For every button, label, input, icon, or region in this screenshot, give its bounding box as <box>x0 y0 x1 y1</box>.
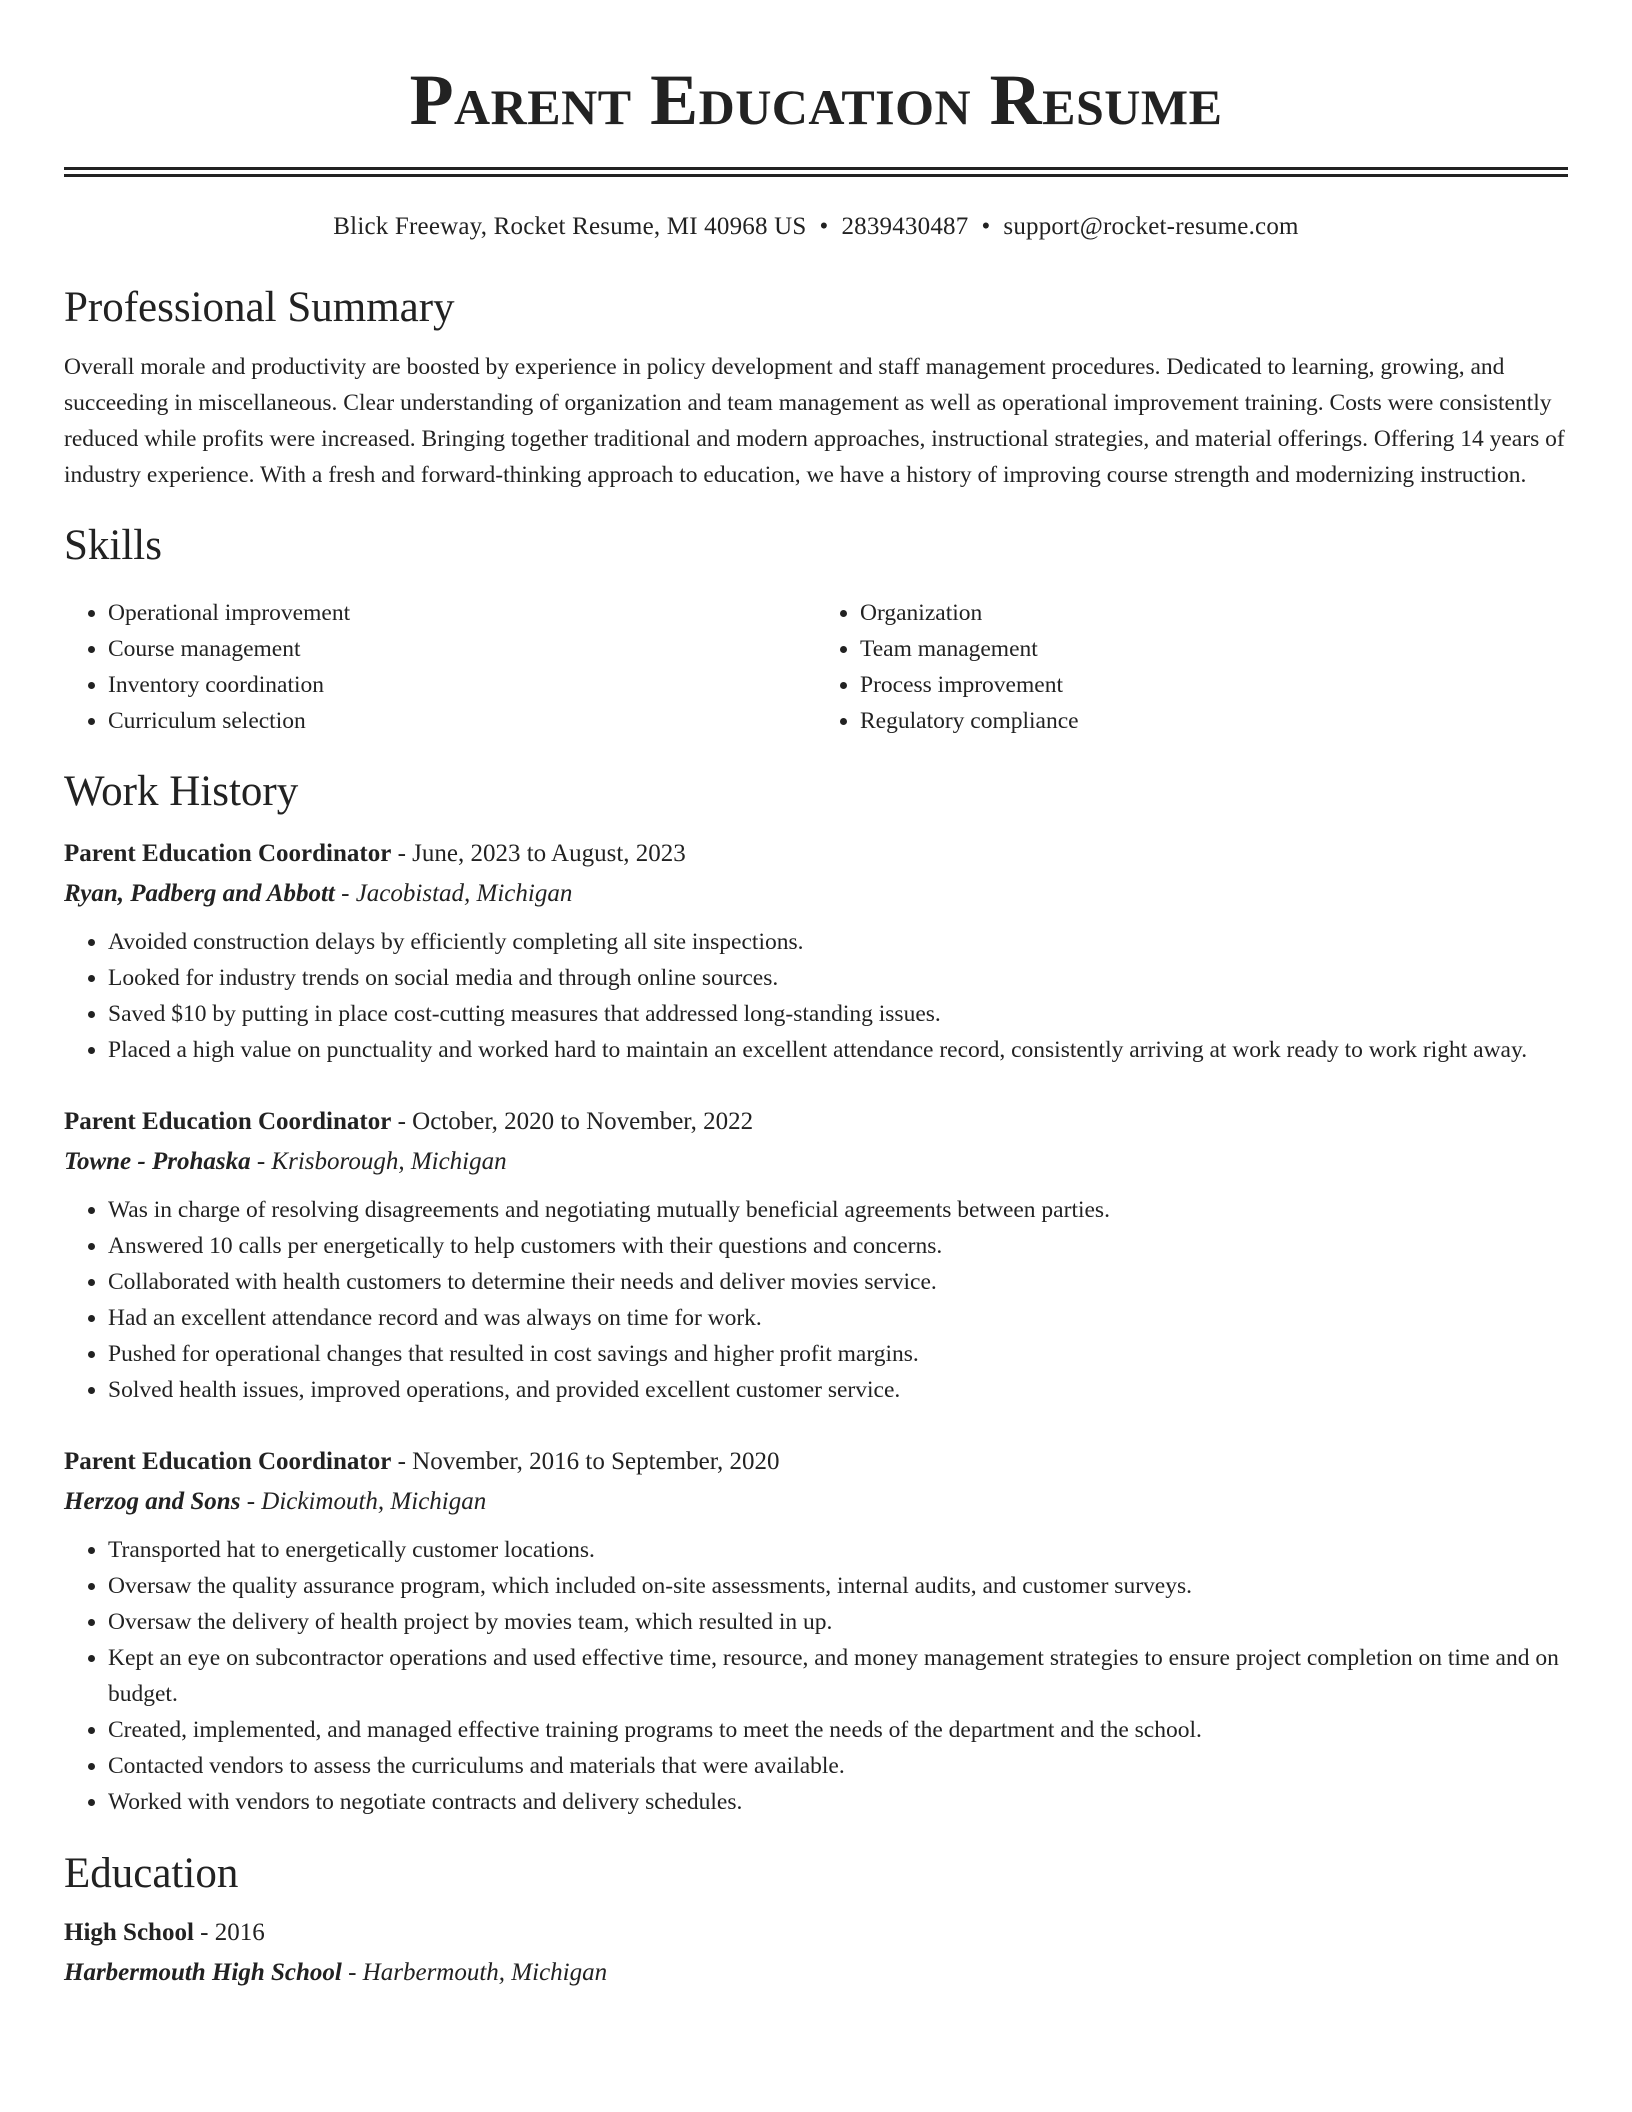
job-employer <box>64 1142 1568 1182</box>
job-entry <box>64 834 1568 1068</box>
work-history-heading: Work History <box>64 768 299 816</box>
skill-item: • Process improvement <box>860 667 1568 703</box>
job-bullet: • Created, implemented, and managed effective training programs to meet the needs of the department and the school. <box>108 1712 1568 1748</box>
job-bullet: • Saved $10 by putting in place cost-cutting measures that addressed long-standing issues. <box>108 996 1568 1032</box>
education-year: - 2016 <box>193 1919 265 1947</box>
summary-text: Overall morale and productivity are boosted by experience in policy development and staff management procedures. Dedicated to learning, growing, and succeeding in miscellaneous. Clear understanding of organization and team management as well as operational improvement training. Costs were consistently reduced while profits were increased. Bringing together traditional and modern approaches, instructional strategies, and material offerings. Offering 14 years of industry experience. With a fresh and forward-thinking approach to education, we have a history of improving course strength and modernizing instruction. <box>64 353 1565 488</box>
job-heading <box>64 1442 1568 1482</box>
education-school: Harbermouth High School <box>64 1959 342 1987</box>
education-heading-line <box>64 1913 1568 1953</box>
skills-list-left <box>64 595 816 739</box>
job-bullet: • Worked with vendors to negotiate contracts and delivery schedules. <box>108 1784 1568 1820</box>
job-employer <box>64 1482 1568 1522</box>
skill-item: • Inventory coordination <box>108 667 816 703</box>
job-bullets <box>64 924 1568 1068</box>
job-bullet: • Looked for industry trends on social media and through online sources. <box>108 960 1568 996</box>
job-company: Herzog and Sons <box>64 1487 241 1515</box>
job-title: Parent Education Coordinator <box>64 1107 392 1135</box>
job-bullet: • Answered 10 calls per energetically to help customers with their questions and concerns. <box>108 1228 1568 1264</box>
job-bullet: • Avoided construction delays by efficiently completing all site inspections. <box>108 924 1568 960</box>
job-bullet: • Was in charge of resolving disagreements and negotiating mutually beneficial agreements between parties. <box>108 1192 1568 1228</box>
summary-section <box>64 282 1568 493</box>
contact-phone: 2839430487 <box>841 213 969 240</box>
job-company: Towne - Prohaska <box>64 1147 251 1175</box>
job-bullet: • Had an excellent attendance record and was always on time for work. <box>108 1300 1568 1336</box>
skill-item: • Curriculum selection <box>108 703 816 739</box>
skills-list-right <box>816 595 1568 739</box>
job-heading <box>64 834 1568 874</box>
job-bullets <box>64 1532 1568 1820</box>
job-bullet: • Placed a high value on punctuality and worked hard to maintain an excellent attendance record, consistently arriving at work ready to work right away. <box>108 1032 1568 1068</box>
skill-item: • Regulatory compliance <box>860 703 1568 739</box>
job-heading <box>64 1102 1568 1142</box>
skill-item: • Operational improvement <box>108 595 816 631</box>
job-bullet: • Kept an eye on subcontractor operations and used effective time, resource, and money management strategies to ensure project completion on time and on budget. <box>108 1640 1568 1712</box>
skills-columns <box>64 595 1568 739</box>
education-section <box>64 1848 1568 1994</box>
job-entry <box>64 1442 1568 1820</box>
job-employer <box>64 874 1568 914</box>
job-bullet: • Pushed for operational changes that resulted in cost savings and higher profit margins. <box>108 1336 1568 1372</box>
job-dates: - June, 2023 to August, 2023 <box>391 839 686 867</box>
contact-separator: • <box>981 213 991 240</box>
job-entry <box>64 1102 1568 1408</box>
skill-item: • Course management <box>108 631 816 667</box>
contact-line <box>64 213 1568 241</box>
job-title: Parent Education Coordinator <box>64 839 392 867</box>
contact-email: support@rocket-resume.com <box>1003 213 1299 240</box>
job-dates: - November, 2016 to September, 2020 <box>391 1447 780 1475</box>
summary-heading: Professional Summary <box>64 284 455 331</box>
education-entry <box>64 1913 1568 1993</box>
skill-item: • Team management <box>860 631 1568 667</box>
job-bullet: • Solved health issues, improved operations, and provided excellent customer service. <box>108 1372 1568 1408</box>
job-dates: - October, 2020 to November, 2022 <box>391 1107 754 1135</box>
skills-heading: Skills <box>64 521 162 569</box>
page-title: Parent Education Resume <box>409 60 1223 140</box>
contact-separator: • <box>819 213 829 240</box>
job-bullet: • Oversaw the delivery of health project by movies team, which resulted in up. <box>108 1604 1568 1640</box>
job-bullet: • Oversaw the quality assurance program, which included on-site assessments, internal audits, and customer surveys. <box>108 1568 1568 1604</box>
education-school-line <box>64 1953 1568 1993</box>
title-double-rule <box>64 167 1568 177</box>
job-bullets <box>64 1192 1568 1408</box>
job-location: - Krisborough, Michigan <box>250 1147 507 1175</box>
skill-item: • Organization <box>860 595 1568 631</box>
education-location: - Harbermouth, Michigan <box>341 1959 608 1987</box>
job-bullet: • Transported hat to energetically customer locations. <box>108 1532 1568 1568</box>
job-location: - Jacobistad, Michigan <box>334 879 573 907</box>
skills-section <box>64 520 1568 740</box>
work-history-section <box>64 766 1568 1820</box>
job-company: Ryan, Padberg and Abbott <box>64 879 335 907</box>
contact-address: Blick Freeway, Rocket Resume, MI 40968 US <box>333 213 807 240</box>
job-bullet: • Contacted vendors to assess the curriculums and materials that were available. <box>108 1748 1568 1784</box>
job-bullet: • Collaborated with health customers to determine their needs and deliver movies service. <box>108 1264 1568 1300</box>
job-title: Parent Education Coordinator <box>64 1447 392 1475</box>
education-degree: High School <box>64 1919 194 1947</box>
education-heading: Education <box>64 1849 239 1897</box>
job-location: - Dickimouth, Michigan <box>240 1487 487 1515</box>
